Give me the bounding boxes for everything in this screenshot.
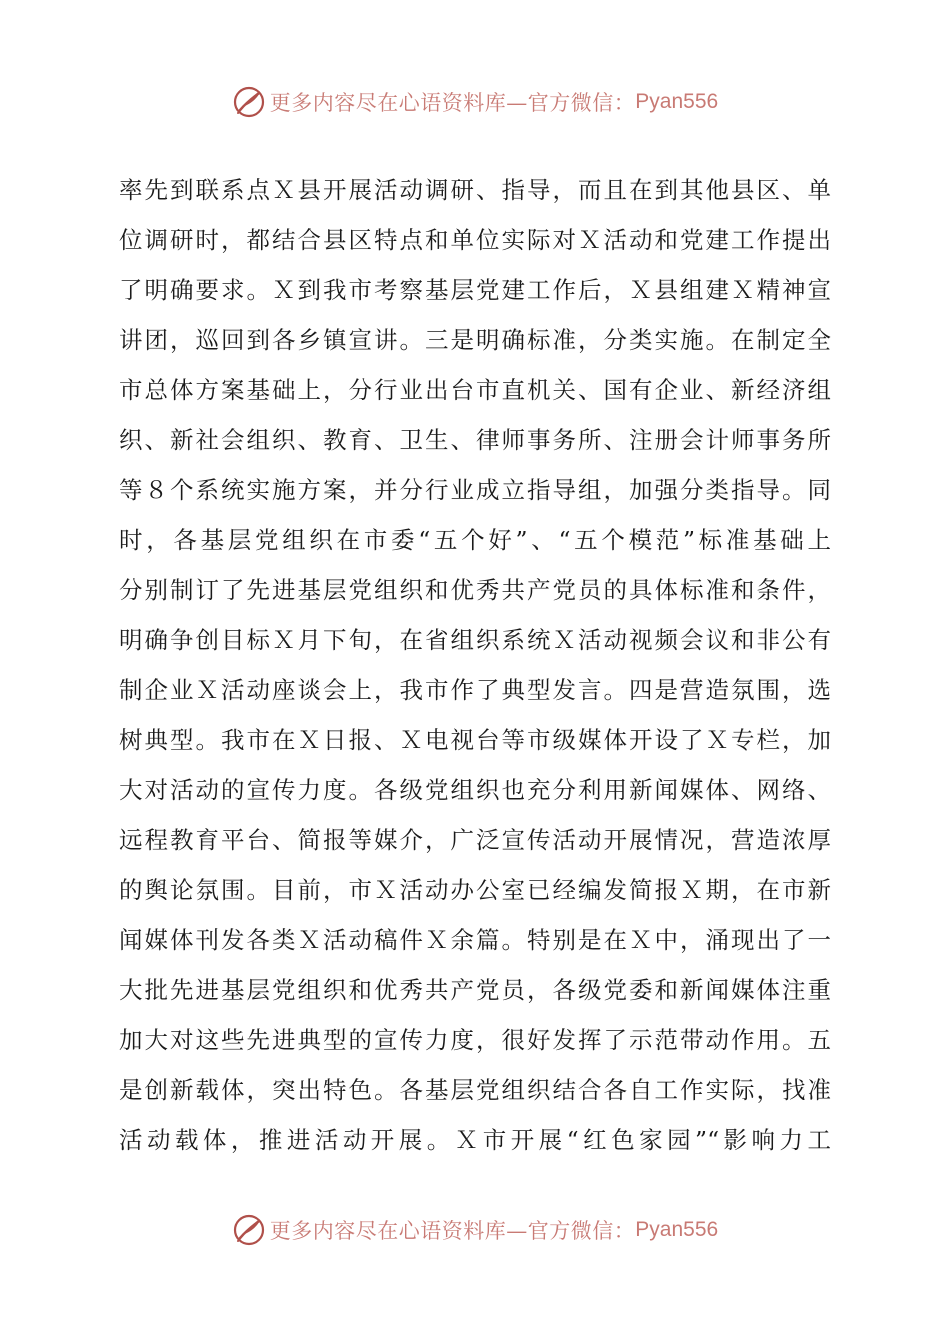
text-line: 分别制订了先进基层党组织和优秀共产党员的具体标准和条件，: [119, 576, 831, 604]
text-line: 活动载体，推进活动开展。Ｘ市开展“红色家园”“影响力工: [119, 1126, 831, 1154]
text-line: 大对活动的宣传力度。各级党组织也充分利用新闻媒体、网络、: [119, 776, 831, 804]
header-banner: [0, 80, 950, 124]
text-line: 率先到联系点Ｘ县开展活动调研、指导，而且在到其他县区、单: [119, 176, 831, 204]
text-line: 闻媒体刊发各类Ｘ活动稿件Ｘ余篇。特别是在Ｘ中，涌现出了一: [119, 926, 831, 954]
banner-brand-text: 更多内容尽在心语资料库—官方微信：: [269, 91, 636, 115]
text-line: 等８个系统实施方案，并分行业成立指导组，加强分类指导。同: [119, 476, 831, 504]
text-line: 大批先进基层党组织和优秀共产党员，各级党委和新闻媒体注重: [119, 976, 831, 1004]
text-line: 讲团，巡回到各乡镇宣讲。三是明确标准，分类实施。在制定全: [119, 326, 831, 354]
text-line: 加大对这些先进典型的宣传力度，很好发挥了示范带动作用。五: [119, 1026, 831, 1054]
quill-pen-logo-icon: [232, 1213, 266, 1247]
text-line: 明确争创目标Ｘ月下旬，在省组织系统Ｘ活动视频会议和非公有: [119, 626, 831, 654]
text-line: 位调研时，都结合县区特点和单位实际对Ｘ活动和党建工作提出: [119, 226, 831, 254]
document-body: [119, 165, 831, 1165]
text-line: 时，各基层党组织在市委“五个好”、“五个模范”标准基础上: [119, 526, 831, 554]
banner-brand-text: 更多内容尽在心语资料库—官方微信：: [269, 1219, 636, 1243]
text-line: 树典型。我市在Ｘ日报、Ｘ电视台等市级媒体开设了Ｘ专栏，加: [119, 726, 831, 754]
text-line: 织、新社会组织、教育、卫生、律师事务所、注册会计师事务所: [119, 426, 831, 454]
text-line: 了明确要求。Ｘ到我市考察基层党建工作后，Ｘ县组建Ｘ精神宣: [119, 276, 831, 304]
quill-pen-logo-icon: [232, 85, 266, 119]
banner-wechat-id: Pyan556: [635, 1218, 719, 1241]
text-line: 的舆论氛围。目前，市Ｘ活动办公室已经编发简报Ｘ期，在市新: [119, 876, 831, 904]
text-line: 远程教育平台、简报等媒介，广泛宣传活动开展情况，营造浓厚: [119, 826, 831, 854]
text-line: 制企业Ｘ活动座谈会上，我市作了典型发言。四是营造氛围，选: [119, 676, 831, 704]
footer-banner: [0, 1208, 950, 1252]
text-line: 市总体方案基础上，分行业出台市直机关、国有企业、新经济组: [119, 376, 831, 404]
banner-wechat-id: Pyan556: [635, 90, 719, 113]
text-line: 是创新载体，突出特色。各基层党组织结合各自工作实际，找准: [119, 1076, 831, 1104]
